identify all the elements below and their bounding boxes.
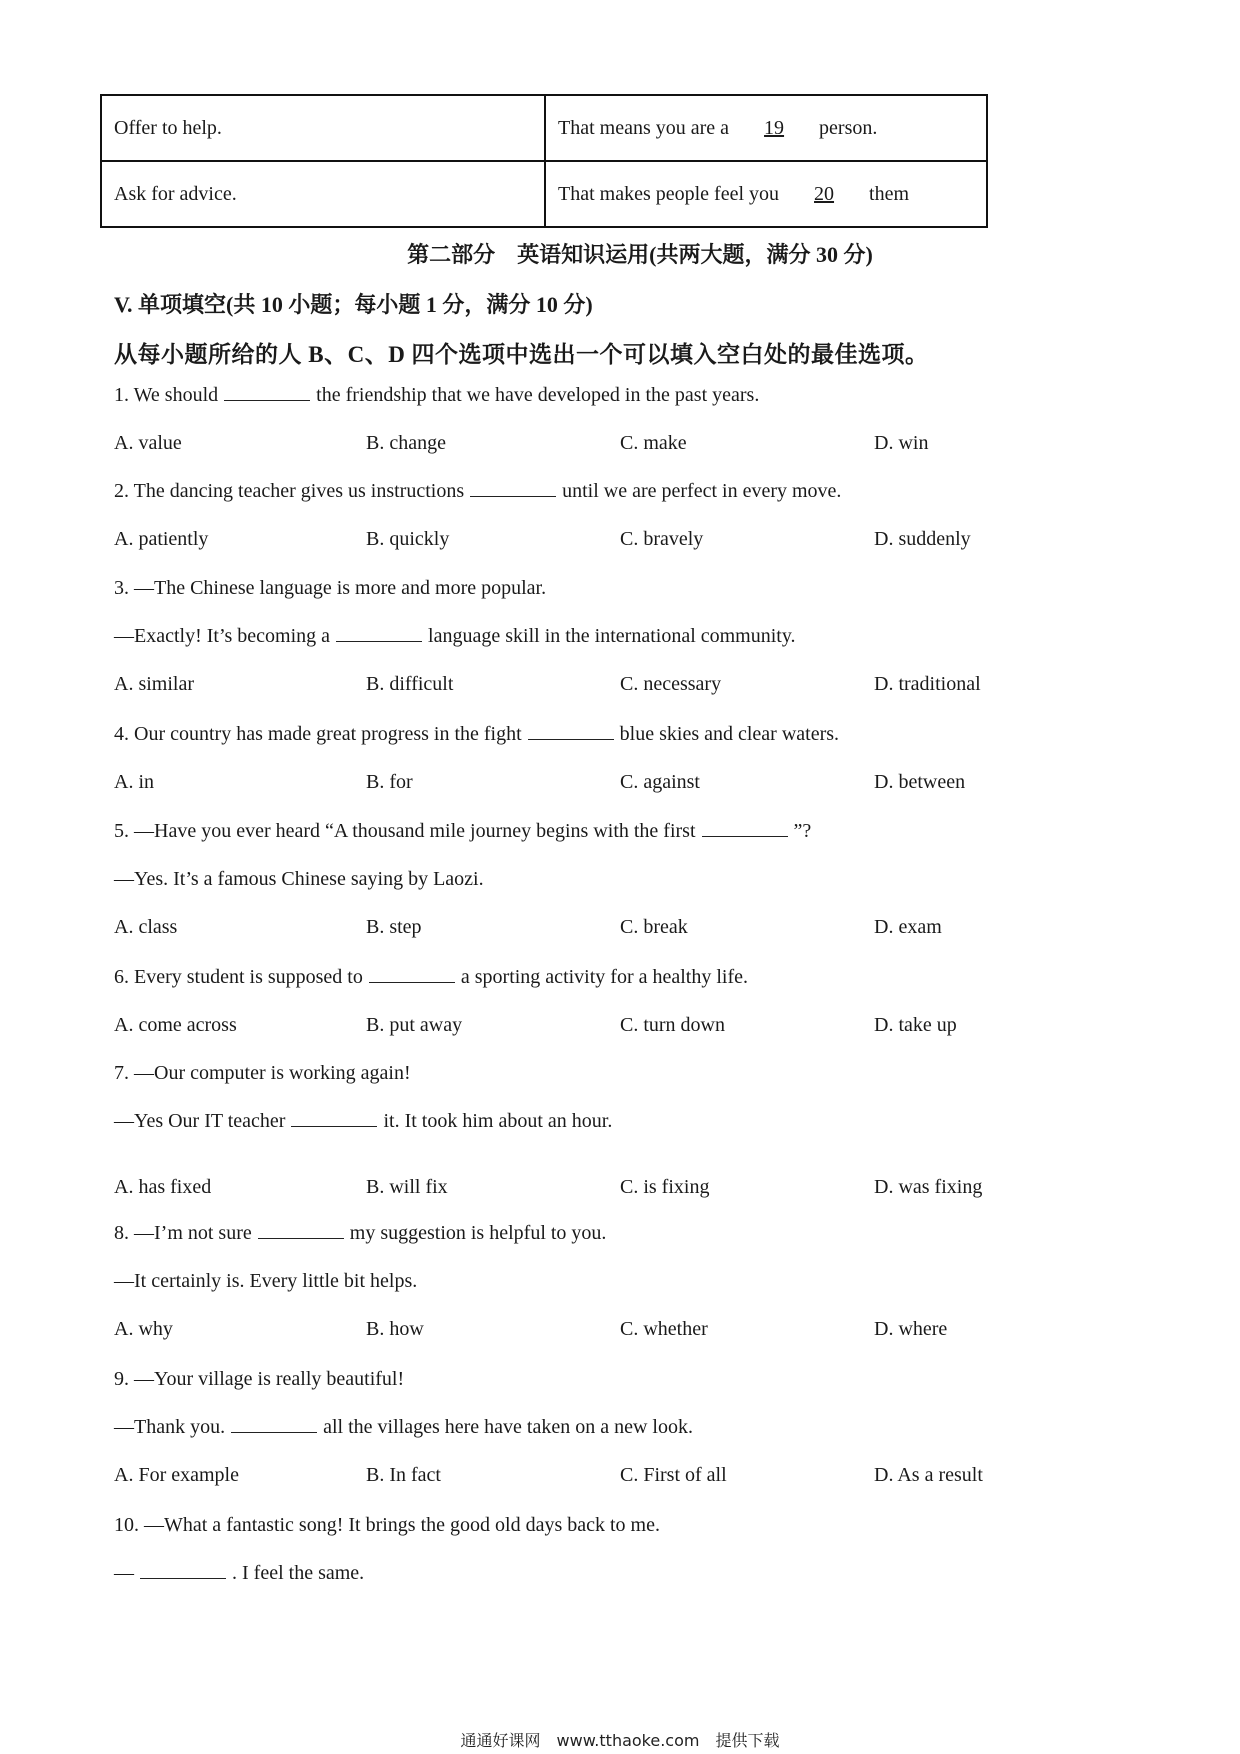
option-d[interactable]: D. between (874, 771, 966, 793)
option-c[interactable]: C. First of all (620, 1464, 727, 1486)
question-line: 9. —Your village is really beautiful! (114, 1368, 405, 1390)
question-text: it. It took him about an hour. (383, 1110, 613, 1132)
question-text: —Yes Our IT teacher (114, 1110, 286, 1132)
question-line (114, 723, 839, 746)
options-row (114, 528, 1014, 554)
option-d[interactable]: D. traditional (874, 673, 981, 695)
question-line: 10. —What a fantastic song! It brings the good old days back to me. (114, 1514, 660, 1536)
option-b[interactable]: B. will fix (366, 1176, 448, 1198)
option-d[interactable]: D. exam (874, 916, 942, 938)
option-d[interactable]: D. win (874, 432, 929, 454)
question-line: 3. —The Chinese language is more and more popular. (114, 577, 547, 599)
question-line (114, 480, 841, 503)
table-cell-left: Offer to help. (102, 96, 546, 160)
option-c[interactable]: C. bravely (620, 528, 704, 550)
cell-text: them (869, 182, 910, 205)
option-c[interactable]: C. against (620, 771, 700, 793)
question-text: language skill in the international community. (428, 625, 796, 647)
question-text: ”? (793, 820, 812, 842)
answer-blank (702, 820, 788, 837)
option-b[interactable]: B. for (366, 771, 413, 793)
option-c[interactable]: C. necessary (620, 673, 722, 695)
answer-blank (528, 723, 614, 740)
question-text: 2. The dancing teacher gives us instructions (114, 480, 465, 502)
option-b[interactable]: B. difficult (366, 673, 454, 695)
question-text: 1. We should (114, 384, 219, 406)
option-a[interactable]: A. value (114, 432, 182, 454)
part-title: 第二部分 英语知识运用(共两大题，满分 30 分) (407, 242, 873, 267)
option-d[interactable]: D. As a result (874, 1464, 983, 1486)
option-d[interactable]: D. was fixing (874, 1176, 983, 1198)
answer-blank (470, 480, 556, 497)
option-a[interactable]: A. in (114, 771, 154, 793)
question-line (114, 1222, 606, 1245)
option-d[interactable]: D. take up (874, 1014, 957, 1036)
answer-blank (231, 1416, 317, 1433)
question-text: 6. Every student is supposed to (114, 966, 363, 988)
section-title: V. 单项填空(共 10 小题；每小题 1 分，满分 10 分) (114, 292, 593, 317)
answer-blank (140, 1562, 226, 1579)
cell-text: person. (819, 116, 878, 139)
answer-blank (336, 625, 422, 642)
cell-text: That makes people feel you (558, 182, 780, 205)
option-b[interactable]: B. step (366, 916, 422, 938)
question-line (114, 1416, 693, 1439)
question-line (114, 1110, 612, 1133)
question-text: a sporting activity for a healthy life. (460, 966, 749, 988)
option-b[interactable]: B. In fact (366, 1464, 441, 1486)
options-row (114, 673, 1014, 699)
options-row (114, 1318, 1014, 1344)
option-a[interactable]: A. has fixed (114, 1176, 212, 1198)
question-text: —Thank you. (114, 1416, 226, 1438)
option-b[interactable]: B. change (366, 432, 446, 454)
options-row (114, 1014, 1014, 1040)
question-line: —Yes. It’s a famous Chinese saying by Laozi. (114, 868, 484, 890)
answer-blank (369, 966, 455, 983)
question-text: 8. —I’m not sure (114, 1222, 252, 1244)
option-c[interactable]: C. whether (620, 1318, 708, 1340)
question-line (114, 625, 796, 648)
table-cell-right (546, 162, 986, 226)
question-line (114, 966, 748, 989)
question-text: blue skies and clear waters. (619, 723, 840, 745)
blank-number: 20 (814, 182, 835, 205)
answer-blank (291, 1110, 377, 1127)
option-a[interactable]: A. patiently (114, 528, 209, 550)
options-row (114, 432, 1014, 458)
blank-number: 19 (764, 116, 785, 139)
option-a[interactable]: A. why (114, 1318, 173, 1340)
option-a[interactable]: A. class (114, 916, 178, 938)
options-row (114, 1464, 1014, 1490)
question-line: —It certainly is. Every little bit helps. (114, 1270, 418, 1292)
question-text: — (114, 1562, 134, 1584)
options-row (114, 771, 1014, 797)
footer: 通通好课网 www.tthaoke.com 提供下载 (460, 1731, 780, 1750)
question-line (114, 820, 811, 843)
question-line (114, 384, 759, 407)
option-d[interactable]: D. where (874, 1318, 948, 1340)
question-text: 4. Our country has made great progress in the fight (114, 723, 522, 745)
table-row (102, 160, 986, 226)
question-text: all the villages here have taken on a new look. (323, 1416, 693, 1438)
question-line: 7. —Our computer is working again! (114, 1062, 411, 1084)
option-b[interactable]: B. how (366, 1318, 424, 1340)
option-b[interactable]: B. quickly (366, 528, 450, 550)
answer-table (100, 94, 988, 228)
option-c[interactable]: C. is fixing (620, 1176, 710, 1198)
option-c[interactable]: C. break (620, 916, 688, 938)
question-text: . I feel the same. (232, 1562, 365, 1584)
option-d[interactable]: D. suddenly (874, 528, 971, 550)
table-row (102, 96, 986, 160)
option-b[interactable]: B. put away (366, 1014, 463, 1036)
cell-text: That means you are a (558, 116, 730, 139)
option-a[interactable]: A. come across (114, 1014, 237, 1036)
option-c[interactable]: C. turn down (620, 1014, 725, 1036)
option-a[interactable]: A. For example (114, 1464, 239, 1486)
answer-blank (224, 384, 310, 401)
question-line (114, 1562, 364, 1585)
option-c[interactable]: C. make (620, 432, 687, 454)
question-text: the friendship that we have developed in the past years. (316, 384, 760, 406)
answer-blank (258, 1222, 344, 1239)
question-text: —Exactly! It’s becoming a (114, 625, 331, 647)
question-text: until we are perfect in every move. (562, 480, 842, 502)
options-row (114, 1176, 1014, 1202)
table-cell-right (546, 96, 986, 160)
option-a[interactable]: A. similar (114, 673, 194, 695)
table-cell-left: Ask for advice. (102, 162, 546, 226)
question-text: 5. —Have you ever heard “A thousand mile journey begins with the first (114, 820, 696, 842)
options-row (114, 916, 1014, 942)
question-text: my suggestion is helpful to you. (349, 1222, 607, 1244)
section-instruction: 从每小题所给的人 B、C、D 四个选项中选出一个可以填入空白处的最佳选项。 (114, 342, 929, 367)
